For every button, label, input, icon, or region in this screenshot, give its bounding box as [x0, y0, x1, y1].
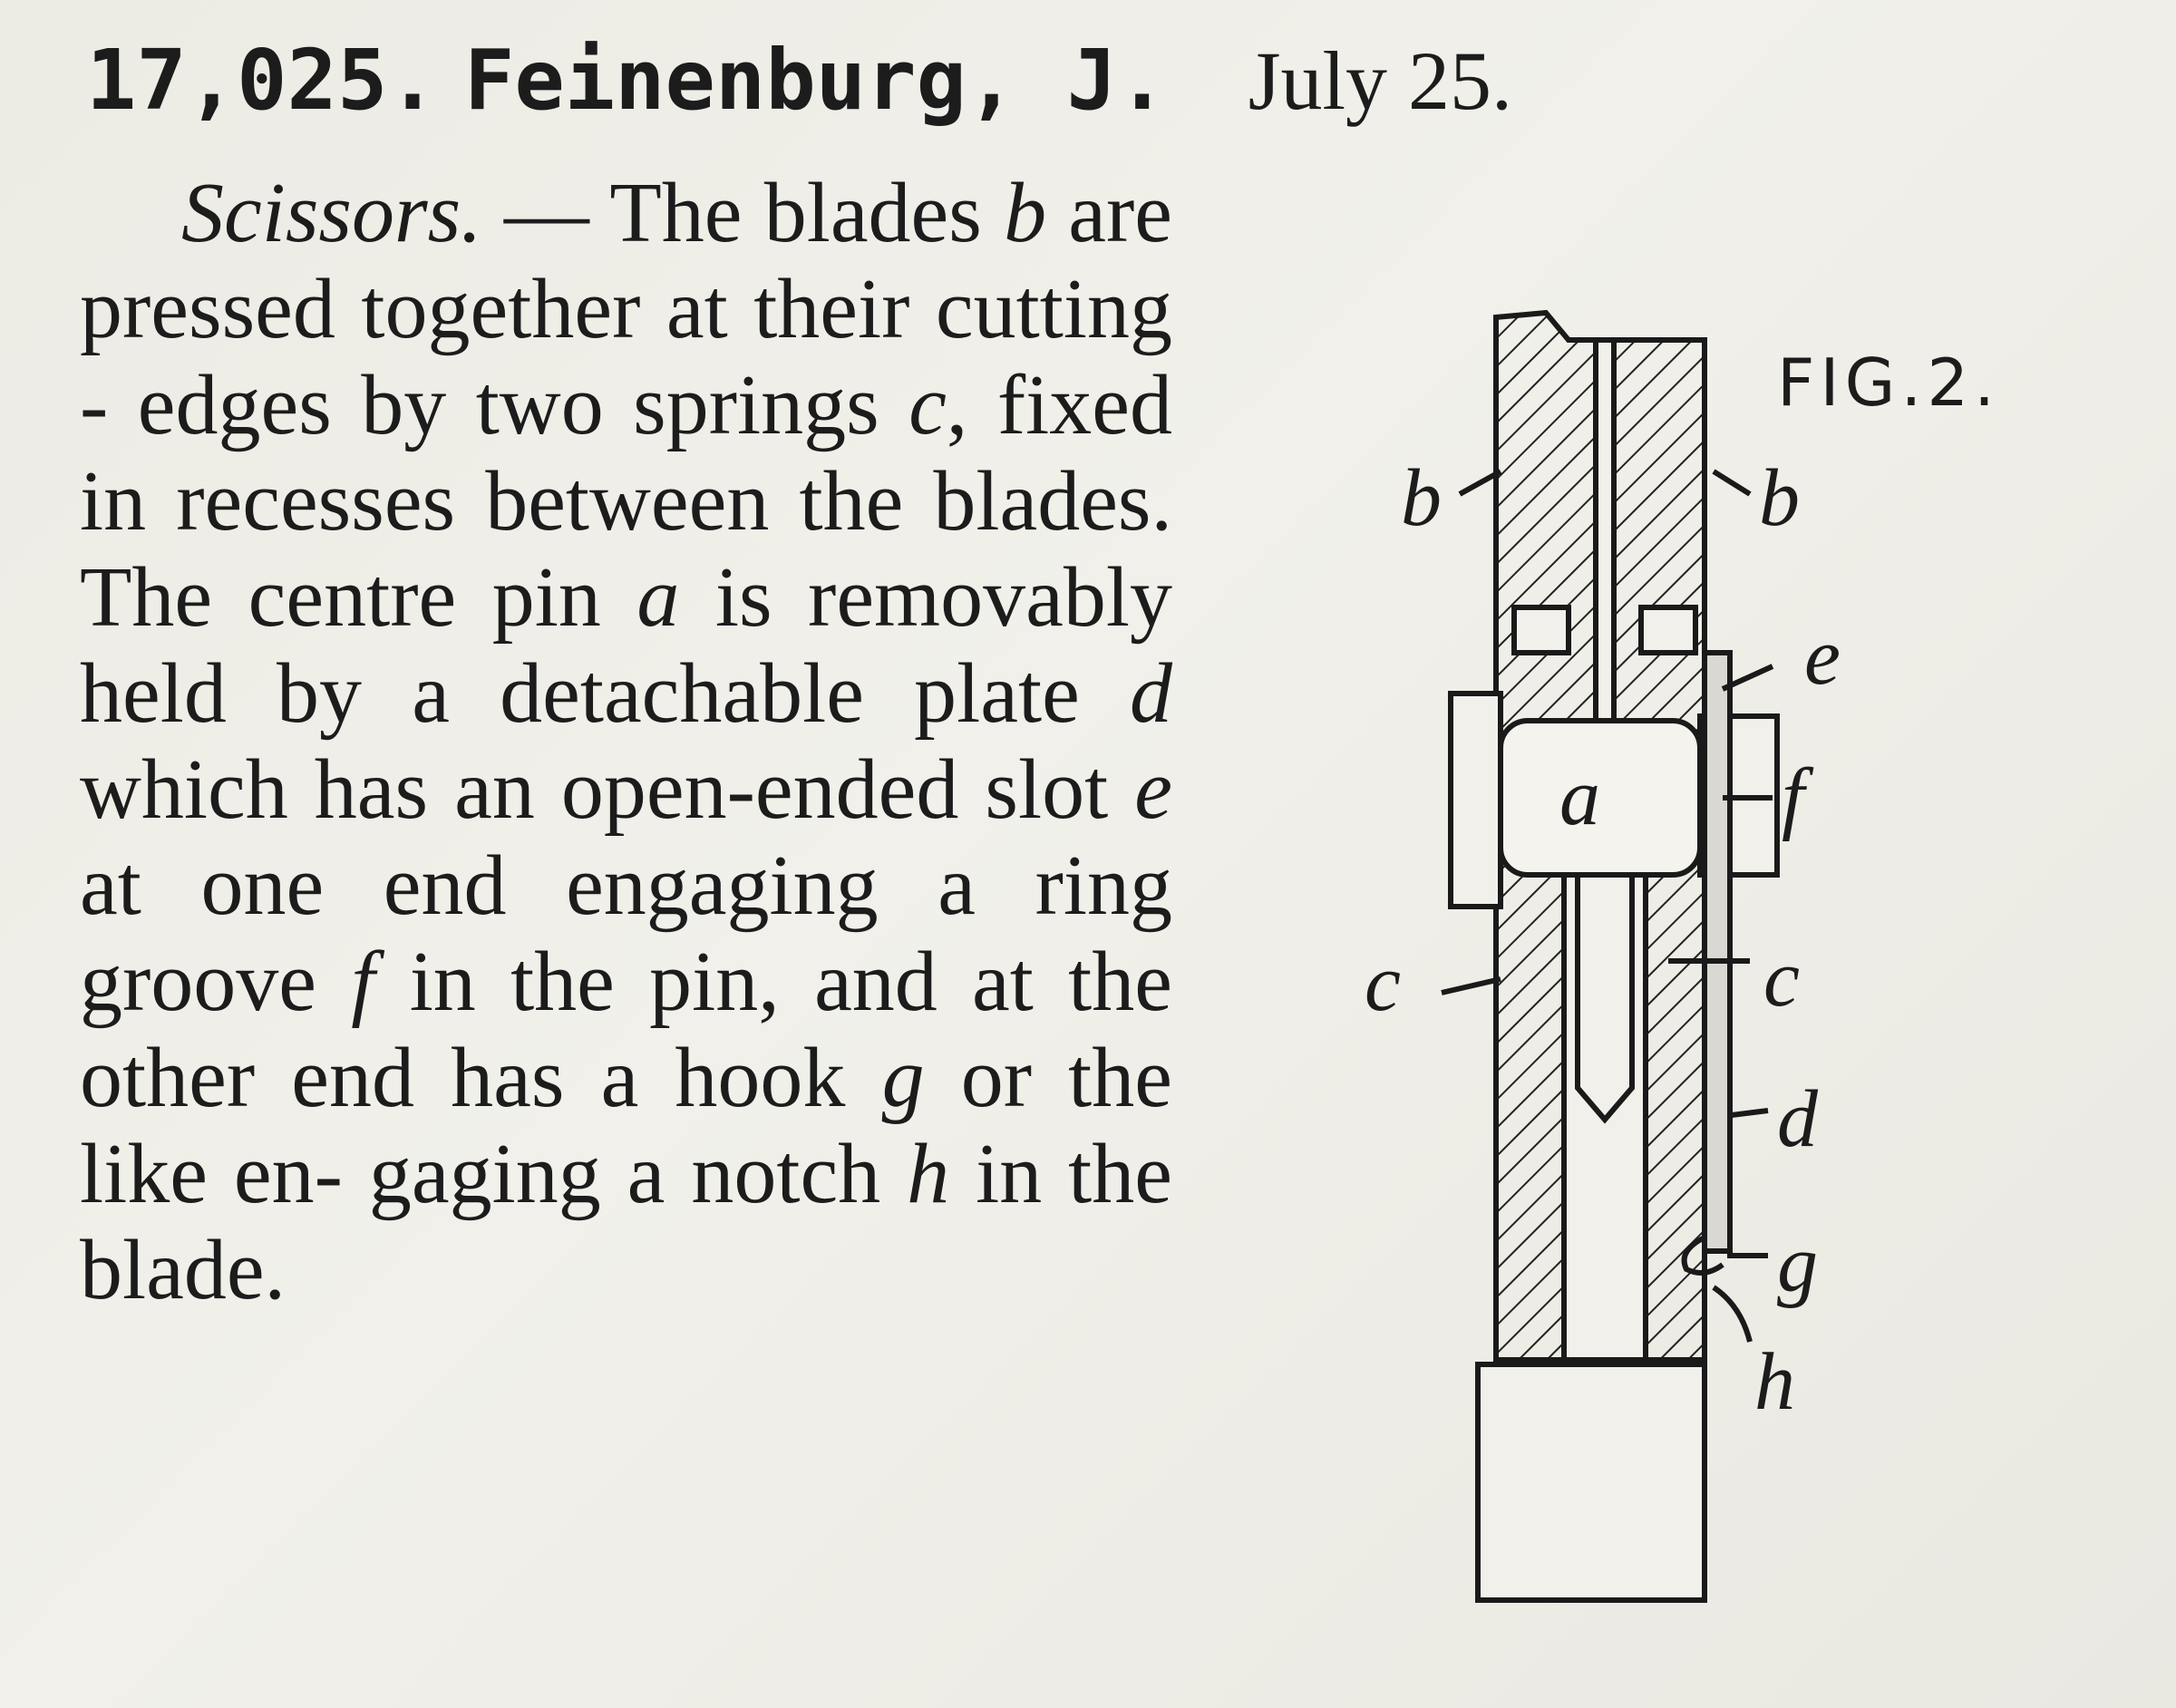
- handle-end: [1478, 1364, 1705, 1600]
- label-b-right: b: [1759, 453, 1800, 543]
- label-g: g: [1777, 1219, 1818, 1309]
- figure-title: FIG.2.: [1777, 345, 2001, 421]
- detachable-plate: [1705, 653, 1730, 1251]
- abstract-text: Scissors. — The blades b are pressed together at their cutting - edges by two springs c, fixed in recesses between the blades. The centre pin a is removably held by a detachable plate d which has an open-ended slot e at one end engaging a ring groove f in the pin, and at the other end has a hook g or the like en- gaging a notch h in the blade.: [80, 166, 1173, 1317]
- label-c-left: c: [1365, 938, 1401, 1028]
- entry-heading: [86, 34, 1512, 127]
- label-h: h: [1754, 1337, 1795, 1427]
- abstract-title: Scissors.: [181, 166, 482, 260]
- label-b-left: b: [1401, 453, 1442, 543]
- patent-date: July 25.: [1248, 34, 1513, 127]
- label-d: d: [1777, 1074, 1818, 1164]
- inventor-name: Feinenburg, J.: [463, 32, 1168, 129]
- label-f: f: [1782, 752, 1805, 842]
- scissors-section-drawing: [1378, 299, 2103, 1623]
- label-a: a: [1559, 752, 1600, 842]
- centre-pin: [1501, 721, 1700, 875]
- label-c-right: c: [1763, 934, 1800, 1024]
- patent-number: 17,025.: [86, 32, 438, 129]
- label-e: e: [1804, 612, 1841, 702]
